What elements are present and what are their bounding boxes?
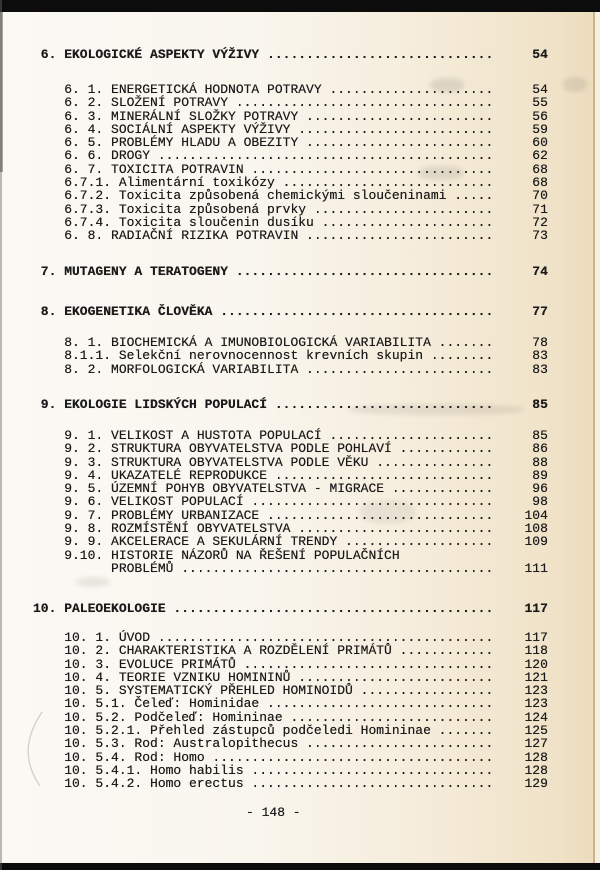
toc-item: 6. 3. MINERÁLNÍ SLOŽKY POTRAVY ........................ 56 <box>33 108 548 124</box>
toc-heading-section-7: 7. MUTAGENY A TERATOGENY ................................. 74 <box>33 264 548 279</box>
toc-item: 9. 2. STRUKTURA OBYVATELSTVA PODLE POHLAVÍ ............ 86 <box>33 441 548 457</box>
toc-items-section-6 <box>33 83 548 243</box>
toc-item: 6. 2. SLOŽENÍ POTRAVY ................................. 55 <box>33 95 548 111</box>
toc-item: 10. 5.1. Čeleď: Hominidae ............................. 123 <box>33 696 548 712</box>
toc-heading-section-8: 8. EKOGENETIKA ČLOVĚKA ................................... 77 <box>33 304 548 319</box>
toc-items-section-8 <box>33 336 548 376</box>
toc-item: 9. 4. UKAZATELÉ REPRODUKCE ............................ 89 <box>33 467 548 483</box>
toc-item: 6. 4. SOCIÁLNÍ ASPEKTY VÝŽIVY ......................... 59 <box>33 121 548 137</box>
toc-items-section-9 <box>33 429 548 575</box>
toc-heading-section-10: 10. PALEOEKOLOGIE ......................................... 117 <box>33 601 548 616</box>
toc-item: 6. 6. DROGY ........................................... 62 <box>33 148 548 164</box>
toc-item: 6.7.4. Toxicita sloučenin dusíku ...................... 72 <box>33 214 548 230</box>
toc-item: 6.7.2. Toxicita způsobená chemickými sloučeninami ..... 70 <box>33 188 548 204</box>
toc-item: 10. 5.2. Podčeleď: Homininae .......................... 124 <box>33 709 548 725</box>
toc-item: 9. 9. AKCELERACE A SEKULÁRNÍ TRENDY ................... 109 <box>33 534 548 550</box>
toc-item: 10. 5.3. Rod: Australopithecus ........................ 127 <box>33 736 548 752</box>
toc-item: PROBLÉMŮ ........................................ 111 <box>33 560 548 576</box>
toc-item: 8. 2. MORFOLOGICKÁ VARIABILITA ........................ 83 <box>33 361 548 377</box>
page-number-footer: - 148 - <box>246 805 301 820</box>
toc-heading-section-9: 9. EKOLOGIE LIDSKÝCH POPULACÍ ............................ 85 <box>33 397 548 412</box>
toc-heading-section-6: 6. EKOLOGICKÉ ASPEKTY VÝŽIVY ............................. 54 <box>33 47 548 62</box>
toc-item: 6. 8. RADIAČNÍ RIZIKA POTRAVIN ........................ 73 <box>33 228 548 244</box>
toc-item: 9. 3. STRUKTURA OBYVATELSTVA PODLE VĚKU ............... 88 <box>33 454 548 470</box>
toc-items-section-10 <box>33 631 548 791</box>
toc-item: 9. 7. PROBLÉMY URBANIZACE ............................. 104 <box>33 507 548 523</box>
toc-item: 10. 5. SYSTEMATICKÝ PŘEHLED HOMINOIDŮ ................. 123 <box>33 683 548 699</box>
toc-item: 6. 1. ENERGETICKÁ HODNOTA POTRAVY ..................... 54 <box>33 82 548 97</box>
toc-item: 10. 4. TEORIE VZNIKU HOMININŮ ......................... 121 <box>33 669 548 685</box>
toc-item: 6.7.3. Toxicita způsobená prvky ....................... 71 <box>33 201 548 217</box>
toc-item: 10. 1. ÚVOD ........................................... 117 <box>33 630 548 645</box>
toc-item: 8.1.1. Selekční nerovnocennost krevních skupin ........ 83 <box>33 348 548 364</box>
toc-item: 9. 8. ROZMÍSTĚNÍ OBYVATELSTVA ......................... 108 <box>33 521 548 537</box>
toc-item: 10. 2. CHARAKTERISTIKA A ROZDĚLENÍ PRIMÁTŮ ............ 118 <box>33 643 548 659</box>
toc-item: 10. 5.4.1. Homo habilis ............................... 128 <box>33 762 548 778</box>
toc-item: 8. 1. BIOCHEMICKÁ A IMUNOBIOLOGICKÁ VARIABILITA ....... 78 <box>33 335 548 350</box>
toc-item: 9. 1. VELIKOST A HUSTOTA POPULACÍ ..................... 85 <box>33 428 548 443</box>
toc-item: 10. 5.2.1. Přehled zástupců podčeledi Homininae ....... 125 <box>33 723 548 739</box>
toc-item: 6.7.1. Alimentární toxikózy ........................... 68 <box>33 175 548 191</box>
toc-item: 10. 5.4.2. Homo erectus ............................... 129 <box>33 776 548 792</box>
toc-item: 9. 6. VELIKOST POPULACÍ ............................... 98 <box>33 494 548 510</box>
toc-item: 6. 7. TOXICITA POTRAVIN ............................... 68 <box>33 161 548 177</box>
toc-item: 10. 3. EVOLUCE PRIMÁTŮ ................................ 120 <box>33 656 548 672</box>
toc-item: 9.10. HISTORIE NÁZORŮ NA ŘEŠENÍ POPULAČNÍCH <box>33 547 400 563</box>
toc-item: 10. 5.4. Rod: Homo .................................... 128 <box>33 749 548 765</box>
toc-item: 9. 5. ÚZEMNÍ POHYB OBYVATELSTVA - MIGRACE ............. 96 <box>33 481 548 497</box>
toc-item: 6. 5. PROBLÉMY HLADU A OBEZITY ........................ 60 <box>33 135 548 151</box>
